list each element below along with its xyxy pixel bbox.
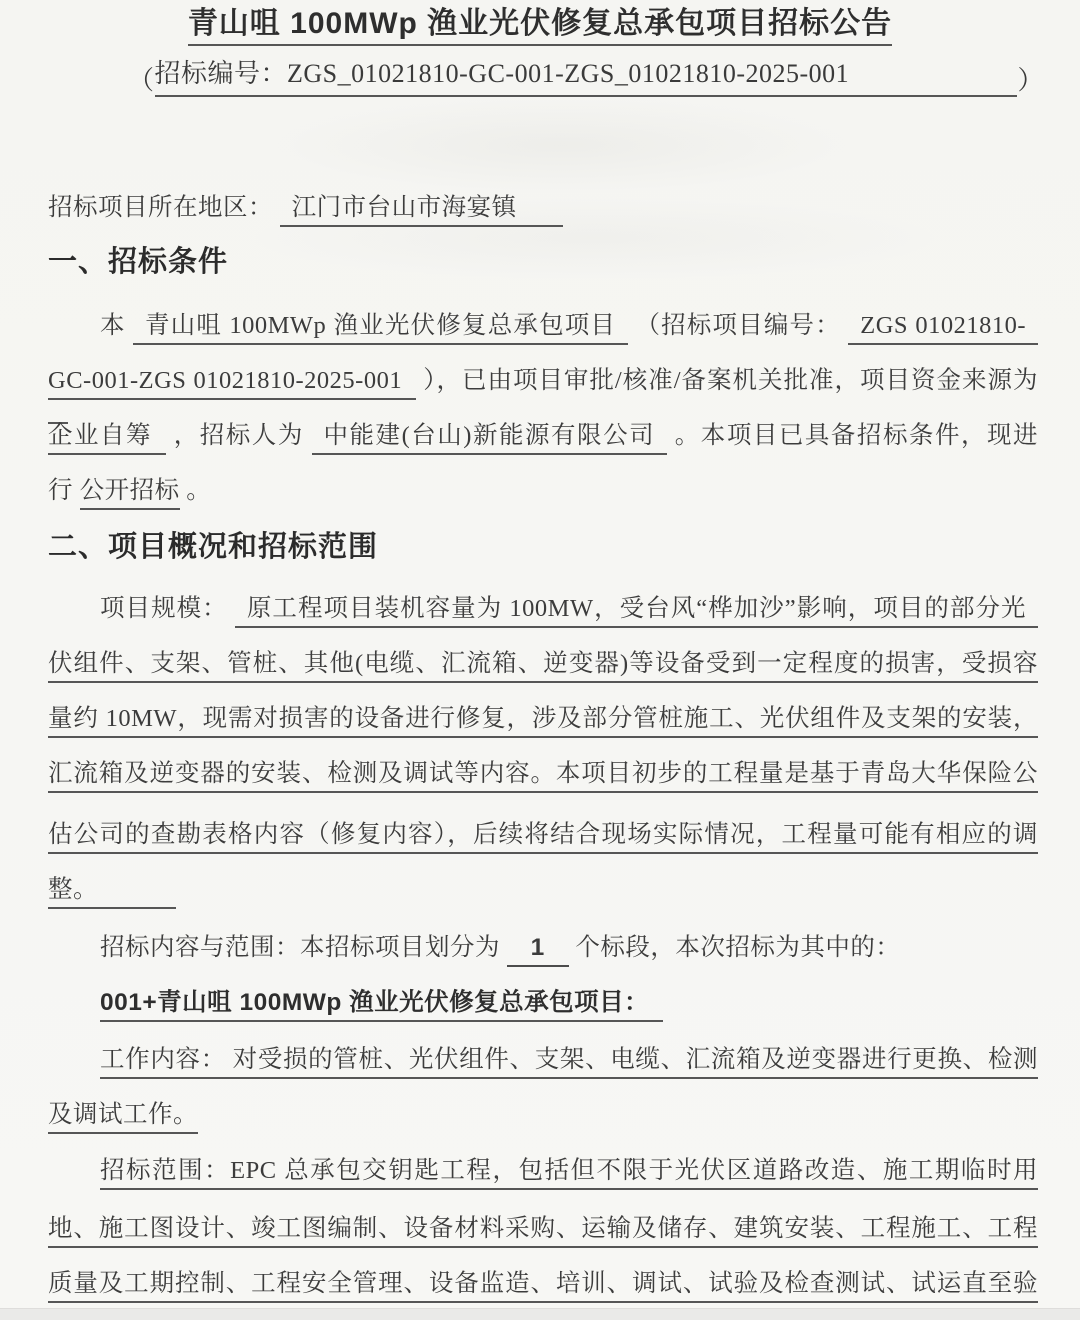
s1-line4 — [48, 475, 1038, 507]
scope-line1 — [48, 1155, 1038, 1187]
s1-l3-rest: 。本项目已具备招标条件，现进 — [674, 422, 1039, 449]
section1-heading: 一、招标条件 — [48, 246, 229, 278]
page-title — [0, 8, 1080, 40]
s1-funding-source: 企业自筹 — [48, 422, 166, 455]
content-pre: 招标内容与范围：本招标项目划分为 — [100, 934, 500, 961]
s1-open-bidding: 公开招标 — [80, 477, 180, 510]
s1-l4-pre: 行 — [48, 477, 73, 504]
tender-number-line — [128, 58, 1044, 97]
scope-line3 — [48, 1268, 1038, 1300]
scope-l3-text: 质量及工期控制、工程安全管理、设备监造、培训、调试、试验及检查测试、试运直至验 — [48, 1270, 1038, 1303]
work-line1 — [48, 1044, 1038, 1076]
scale-l3-text: 量约 10MW，现需对损害的设备进行修复，涉及部分管桩施工、光伏组件及支架的安装， — [48, 705, 1038, 738]
work-line2 — [48, 1099, 1038, 1131]
work-l1-text: 工作内容： 对受损的管桩、光伏组件、支架、电缆、汇流箱及逆变器进行更换、检测 — [100, 1046, 1038, 1079]
scale-l5-text: 估公司的查勘表格内容（修复内容），后续将结合现场实际情况，工程量可能有相应的调 — [48, 821, 1038, 854]
s1-l1-mid: （招标项目编号： — [635, 312, 841, 339]
scale-line3 — [48, 703, 1038, 735]
s1-l1-pre: 本 — [100, 312, 126, 339]
page-title-text: 青山咀 100MWp 渔业光伏修复总承包项目招标公告 — [188, 7, 892, 46]
scale-line6 — [48, 874, 1038, 906]
content-scope-line — [48, 932, 1038, 964]
project-region-line — [48, 192, 1038, 224]
s1-project-code-part1: ZGS 01021810- — [848, 312, 1038, 345]
s1-l4-end: 。 — [186, 477, 212, 504]
scale-l6-text: 整。 — [48, 876, 176, 909]
lot-title: 001+青山咀 100MWp 渔业光伏修复总承包项目： — [100, 989, 663, 1022]
scope-l1-text: 招标范围：EPC 总承包交钥匙工程，包括但不限于光伏区道路改造、施工期临时用 — [100, 1157, 1038, 1190]
region-value: 江门市台山市海宴镇 — [280, 194, 563, 227]
page-bottom-edge — [0, 1308, 1080, 1320]
s1-bidder-name: 中能建(台山)新能源有限公司 — [312, 422, 668, 455]
work-l2-text: 及调试工作。 — [48, 1101, 198, 1134]
s1-line3 — [48, 420, 1038, 452]
s1-project-code-part2: GC-001-ZGS 01021810-2025-001 — [48, 367, 416, 400]
s1-l2-rest: ），已由项目审批/核准/备案机关批准，项目资金来源为 — [423, 367, 1038, 394]
scale-label: 项目规模： — [100, 595, 228, 622]
scale-line1 — [48, 593, 1038, 625]
scale-l1-text: 原工程项目装机容量为 100MW，受台风“桦加沙”影响，项目的部分光 — [235, 595, 1038, 628]
scope-l2-text: 地、施工图设计、竣工图编制、设备材料采购、运输及储存、建筑安装、工程施工、工程 — [48, 1215, 1038, 1248]
scale-line2 — [48, 648, 1038, 680]
region-label: 招标项目所在地区： — [48, 194, 273, 221]
s1-project-name: 青山咀 100MWp 渔业光伏修复总承包项目 — [133, 312, 628, 345]
scale-line5 — [48, 819, 1038, 851]
scale-l2-text: 伏组件、支架、管桩、其他(电缆、汇流箱、逆变器)等设备受到一定程度的损害，受损容 — [48, 650, 1038, 683]
tender-number-close-paren: ） — [1017, 66, 1044, 95]
scale-l4-text: 汇流箱及逆变器的安装、检测及调试等内容。本项目初步的工程量是基于青岛大华保险公 — [48, 760, 1038, 793]
lot-count: 1 — [507, 934, 569, 967]
scale-line4 — [48, 758, 1038, 790]
s1-l3-mid: ，招标人为 — [173, 422, 304, 449]
tender-number: 招标编号：ZGS_01021810-GC-001-ZGS_01021810-2025-001 — [155, 58, 1018, 97]
scope-line2 — [48, 1213, 1038, 1245]
s1-line1 — [48, 310, 1038, 342]
tender-number-open-paren: （ — [128, 66, 155, 95]
lot-line — [48, 987, 1038, 1019]
section2-heading: 二、项目概况和招标范围 — [48, 531, 379, 563]
content-post: 个标段，本次招标为其中的： — [575, 934, 901, 961]
